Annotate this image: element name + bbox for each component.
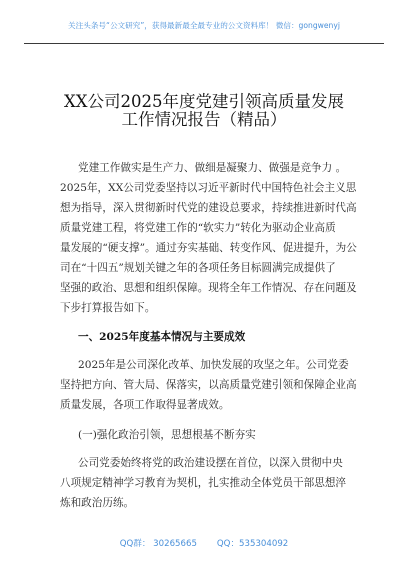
body-line: 党建工作做实是生产力、做细是凝聚力、做强是竞争力 。 <box>78 162 347 174</box>
body-line: 想为指导，深入贯彻新时代党的建设总要求，持续推进新时代高 <box>60 202 357 214</box>
footer-qq-group: QQ群： 30265665 <box>119 539 197 549</box>
body-line: 八项规定精神学习教育为契机，扎实推动全体党员干部思想淬 <box>60 477 347 489</box>
body-line: 2025年，XX公司党委坚持以习近平新时代中国特色社会主义思 <box>60 182 357 194</box>
body-line: 司在“十四五”规划关键之年的各项任务目标圆满完成提供了 <box>60 262 336 274</box>
body-line: 质量发展，各项工作取得显著成效。 <box>60 399 230 411</box>
body-line: 量发展的“硬支撑”。通过夯实基础、转变作风、促进提升，为公 <box>60 242 357 254</box>
header-banner: 关注头条号“公文研究”，获得最新最全最专业的公文资料库！ 微信：gongwenyj <box>68 21 340 30</box>
subsection-heading: (一)强化政治引领，思想根基不断夯实 <box>78 429 256 441</box>
body-line: 质量党建工程，将党建工作的“软实力”转化为驱动企业高质 <box>60 222 336 234</box>
body-line: 下步打算报告如下。 <box>60 302 156 314</box>
document-title-line-2: 工作情况报告（精品） <box>121 110 287 129</box>
footer-contact <box>0 538 408 550</box>
footer-qq: QQ：535304092 <box>216 539 289 549</box>
body-line: 坚强的政治、思想和组织保障。现将全年工作情况、存在问题及 <box>60 282 357 294</box>
body-line: 坚持把方向、管大局、保落实，以高质量党建引领和保障企业高 <box>60 379 357 391</box>
section-heading: 一、2025年度基本情况与主要成效 <box>78 331 246 343</box>
header-divider <box>24 43 384 44</box>
body-line: 2025年是公司深化改革、加快发展的攻坚之年。公司党委 <box>78 359 349 371</box>
document-title-line-1: XX公司2025年度党建引领高质量发展 <box>64 92 344 111</box>
body-line: 公司党委始终将党的政治建设摆在首位，以深入贯彻中央 <box>78 457 343 469</box>
body-line: 炼和政治历练。 <box>60 497 135 509</box>
